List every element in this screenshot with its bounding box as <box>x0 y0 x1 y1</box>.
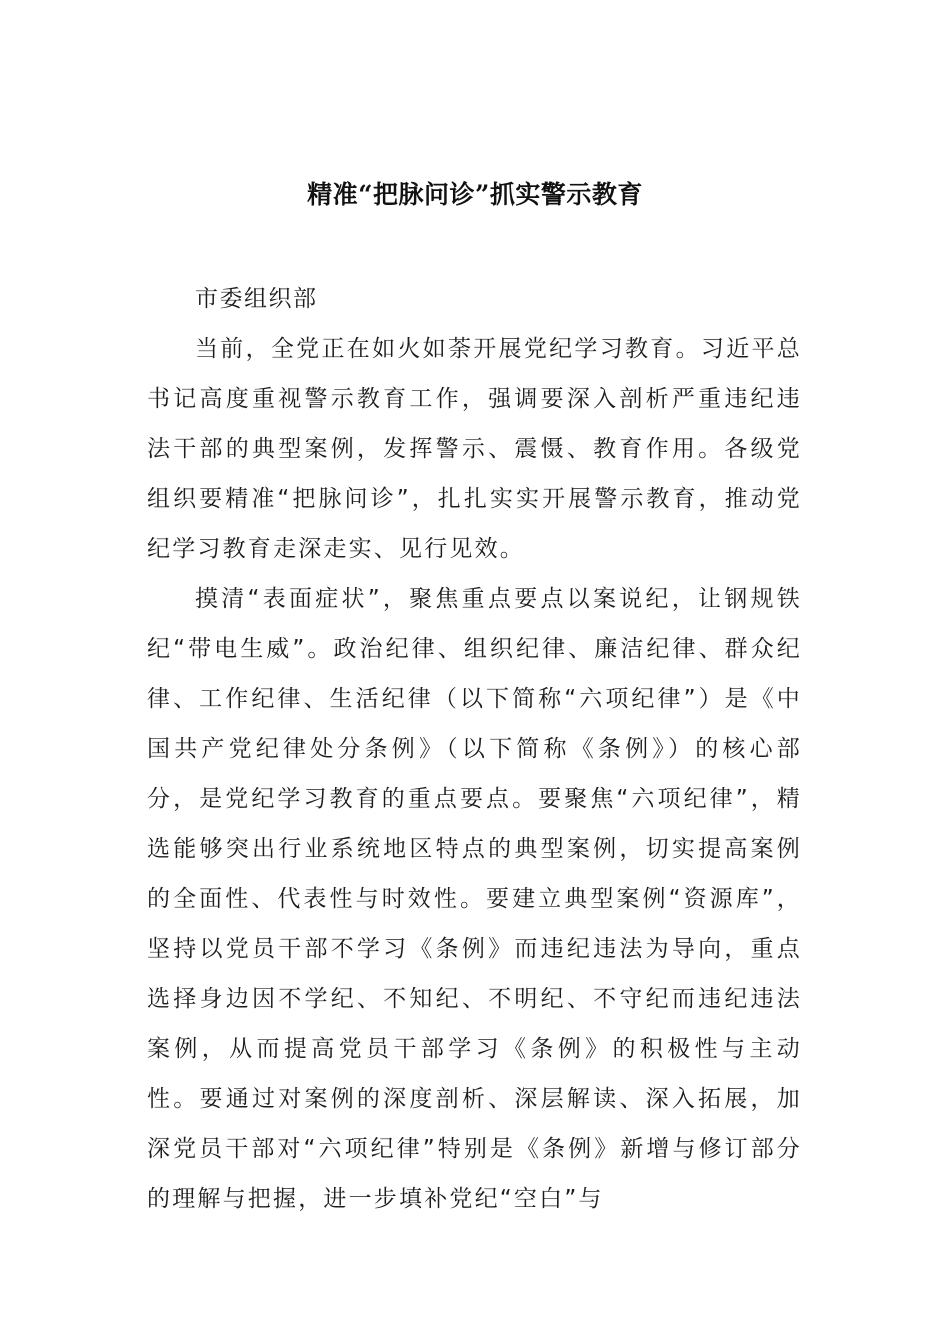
paragraph-section-one: 摸清“表面症状”，聚焦重点要点以案说纪，让钢规铁纪“带电生威”。政治纪律、组织纪律、廉洁纪律、群众纪律、工作纪律、生活纪律（以下简称“六项纪律”）是《中国共产党纪律处分条例》（以下简称《条例》）的核心部分，是党纪学习教育的重点要点。要聚焦“六项纪律”，精选能够突出行业系统地区特点的典型案例，切实提高案例的全面性、代表性与时效性。要建立典型案例“资源库”，坚持以党员干部不学习《条例》而违纪违法为导向，重点选择身边因不学纪、不知纪、不明纪、不守纪而违纪违法案例，从而提高党员干部学习《条例》的积极性与主动性。要通过对案例的深度剖析、深层解读、深入拓展，加深党员干部对“六项纪律”特别是《条例》新增与修订部分的理解与把握，进一步填补党纪“空白”与 <box>147 586 802 1212</box>
document-title: 精准“把脉问诊”抓实警示教育 <box>307 179 643 209</box>
document-body <box>147 274 802 1224</box>
paragraph-intro: 当前，全党正在如火如荼开展党纪学习教育。习近平总书记高度重视警示教育工作，强调要深入剖析严重违纪违法干部的典型案例，发挥警示、震慑、教育作用。各级党组织要精准“把脉问诊”，扎扎实实开展警示教育，推动党纪学习教育走深走实、见行见效。 <box>147 336 802 562</box>
document-author: 市委组织部 <box>195 286 318 312</box>
